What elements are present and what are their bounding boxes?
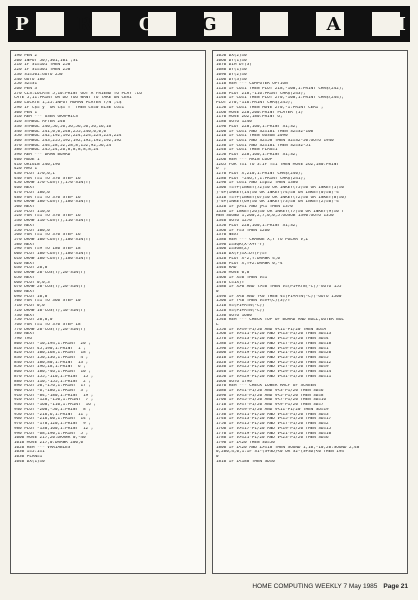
banner-letter: O: [138, 13, 155, 35]
code-line: CATE 5,11:PRINT"OR DO YOU WANT TO TAKE ON CERI": [14, 96, 135, 101]
code-line: 570 DRAW 100*COS(T),100*SIN(T): [14, 238, 91, 243]
code-line: 850 PLOT 196,18,1:PRINT "6";: [14, 365, 86, 370]
code-line: 1710 IF V>=7*P1/20 AND V<9*P1/20 THEN SD=7: [216, 403, 324, 408]
code-line: 1450 MOVE 0,0: [216, 271, 250, 276]
code-line: 710 PLOT 0,0: [14, 304, 45, 309]
listing-column-left: [10, 50, 206, 574]
code-line: 210 IF S1=101 THEN 250: [14, 63, 71, 68]
code-line: 1030 PLAN=1: [14, 455, 43, 460]
code-line: 1600 IF V>=19*P1/20 AND V<21*P1/20 THEN SD=20: [216, 351, 332, 356]
code-line: 950 PLOT -216,6,1:PRINT "11";: [14, 412, 89, 417]
code-line: 690 PLOT 10,0: [14, 294, 48, 299]
code-line: 730 NEXT: [14, 313, 35, 318]
code-line: 230 S1=501:GOTO 250: [14, 72, 63, 77]
code-line: 1200 IF CO=1 AND S2=101 THEN S2=S2-100: [216, 129, 314, 134]
code-line: 1270 PLOT X,210,1:PRINT CHR$(240);: [216, 171, 303, 176]
code-line: 1680 IF V>=1*P1/20 AND V<3*P1/20 THEN SD=6: [216, 389, 324, 394]
code-line: 1050 DX(2)=0: [216, 54, 247, 58]
code-line: 240 GOTO 180: [14, 77, 45, 82]
code-line: 780 NEXT: [14, 332, 35, 337]
code-line: 830 PLOT 150,136,1:PRINT "4";: [14, 356, 89, 360]
code-line: 1670 REM *** CHECK LOWER HALF OF SCREEN: [216, 384, 316, 389]
code-line: 330 SYMBOL 240,56,56,56,56,56,56,16,16: [14, 124, 112, 129]
code-line: 450 DRAW 170*COS(T),170*SIN(T): [14, 181, 91, 186]
code-line: PLOT 270,-116:PRINT CHR$(245);: [216, 101, 293, 106]
code-line: 1140 IF CO=1 THEN PLOT 270,-100,1:PRINT CHR$(244);: [216, 96, 344, 101]
code-line: 1230 IF CO=1 AND S2=101 THEN S2=S2-51: [216, 143, 311, 148]
code-line: 1770 IF V>=19*P1/20 AND V<21*P1/20 THEN SD=10: [216, 431, 332, 436]
code-line: 1010 MOVE 217,0:DRAWR 200,0: [14, 440, 84, 445]
listing-page: [10, 50, 408, 574]
code-line: 540 NEXT: [14, 223, 35, 228]
code-line: 1800 IF Z<20 AND Z>=10 THEN SOUND 1,10,-10,20:SOUND 2,40: [216, 445, 360, 450]
code-line: 1090 DY(2)=0: [216, 72, 247, 77]
listing-column-right: [212, 50, 408, 574]
code-line: 1020 REM *** VARIABLES: [14, 445, 71, 450]
code-line: 440 FOR T=1 TO 370 STEP 16: [14, 176, 81, 181]
banner-letter: P: [15, 13, 29, 35]
code-line: 810 PLOT 45,190,1:PRINT "1";: [14, 346, 86, 351]
code-line: 870 PLOT 155,-110,1:PRINT "15";: [14, 374, 94, 379]
code-line: 1130 PLOT 218,-116:PRINT CHR$(243);: [216, 91, 306, 96]
code-line: 1650 IF V>=29*P1/20 AND V<31*P1/20 THEN SD=11: [216, 374, 332, 379]
code-line: 1400 Z=SGN(Z): [216, 247, 250, 252]
code-line: 1300 Y=Y+(INKEY(72)=0 OR INKEY(75)=0 OR INKEY(1)=0: [216, 186, 344, 191]
code-line: 480 FOR T=1 TO 370 STEP 16: [14, 195, 81, 200]
code-line: 1500 IF Y<0 THEN V=V+(C)(3)/Y: [216, 299, 291, 304]
code-line: 1720 IF V>=9*P1/20 AND V<11*P1/20 THEN SD=19: [216, 407, 329, 412]
code-line: 320 SYMBOL AFTER 240: [14, 120, 66, 125]
code-line: 1530 GOTO 1680: [216, 313, 252, 318]
code-line: 610 DRAW 180*COS(T),180*SIN(T): [14, 256, 91, 261]
code-line: 500 NEXT: [14, 205, 35, 209]
code-line: O ";: [216, 167, 227, 172]
code-line: 380 SYMBOL 245,24,26,8,8,8,8,8,24: [14, 148, 99, 153]
banner-letter: M: [386, 13, 406, 35]
code-line: 1740 IF V>=13*P1/20 AND V<15*P1/20 THEN SD=17: [216, 417, 332, 422]
code-line: 1030 I=5:I=1: [14, 450, 45, 455]
code-line: 910 PLOT -84,-180,1:PRINT "19";: [14, 393, 94, 398]
banner-letter: A: [326, 13, 341, 35]
code-line: 490 DRAW 180*COS(T),180*SIN(T): [14, 200, 91, 205]
code-line: 930 PLOT -160,-110,1:PRINT "16";: [14, 403, 96, 408]
code-line: 1690 IF V>=3*P1/20 AND V<5*P1/20 THEN SD=8: [216, 393, 324, 398]
code-line: 720 DRAW 10*COS(T),10*SIN(T): [14, 308, 86, 313]
code-line: 1390 Z=SQR(X*X+Y*Y): [216, 242, 265, 247]
program-banner: [8, 6, 410, 42]
code-line: 590 FOR T=9 TO 180 STEP 18: [14, 247, 81, 252]
code-line: 280 LOCATE 1,25:INPUT"HUMAN PLAYER Y/N";c$: [14, 101, 122, 106]
code-line: 1260 REM *** MAIN LOOP: [216, 157, 273, 162]
code-line: 900 PLOT -6,-186,1:PRINT "3";: [14, 389, 89, 394]
code-line: 310 REM *** USER GRAPHICS: [14, 115, 78, 120]
code-line: 1290 IF co=1 AND I=p=2 THEN 1380: [216, 181, 298, 186]
code-line: 1550 IF V>=9*P1/20 AND V<11*P1/20 THEN SD=A: [216, 327, 327, 332]
code-line: 340 SYMBOL 241,0,0,240,255,240,0,0,0: [14, 129, 107, 134]
code-line: 1560 IF V>=11*P1/20 AND V<13*P1/20 THEN SD=13: [216, 332, 332, 337]
code-line: 550 PLOT 100,0: [14, 228, 50, 233]
code-line: 1580 IF V>=15*P1/20 AND V<17*P1/20 THEN SD=18: [216, 341, 332, 346]
code-line: 940 PLOT -200,-50,1:PRINT "8";: [14, 407, 91, 412]
code-line: 1520 V=(P1+ATN(-C)): [216, 308, 265, 313]
magazine-title: HOME COMPUTING WEEKLY 7 May 1985: [252, 582, 378, 590]
banner-letter: G: [201, 13, 217, 35]
code-line: 1220 IF CO=1 AND S2=50 THEN S2=S2-50:GOTO 1940: [216, 138, 334, 143]
code-line: 1590 IF V>=17*P1/20 AND V<19*P1/20 THEN SD=1: [216, 346, 329, 351]
code-line: 890 PLOT 50,-176,1:PRINT "17";: [14, 384, 91, 389]
banner-letter: R: [263, 13, 279, 35]
code-line: 1610 IF V>=21*P1/20 AND V<23*P1/20 THEN SD=5: [216, 356, 329, 360]
code-line: 1320 IF y>=1 AND y<1 THEN 1370: [216, 205, 293, 209]
code-line: 220 IF S1=301 THEN 250: [14, 68, 71, 73]
code-line: 820 PLOT 100,168,1:PRINT "18";: [14, 351, 91, 356]
code-line: 1700 IF V>=5*P1/20 AND V<7*P1/20 THEN SD=16: [216, 398, 327, 403]
code-line: 510 PLOT 110,0: [14, 209, 50, 214]
code-line: 970 PLOT -170,120,1:PRINT "9";: [14, 422, 91, 427]
code-line: 1370 NEXT: [216, 233, 240, 238]
code-line: 200 INPUT"50),301,101";S1: [14, 58, 78, 63]
code-line: 410 ORIGIN 240,196: [14, 162, 61, 167]
code-line: 1210 IF CO=1 THEN GOSUB 2090: [216, 134, 288, 139]
code-line: 630 PLOT 20,0: [14, 266, 48, 271]
code-line: 1440 RAD: [216, 266, 237, 271]
code-line: 770 DRAW 20*COS(T),20*SIN(T): [14, 327, 86, 332]
code-line: 650 NEXT: [14, 275, 35, 280]
code-line: 1480 IF X>0 AND Y>=0 THEN V=(P1+ATN(-C))*GOTO 155: [216, 285, 342, 290]
page-number: Page 21: [383, 582, 408, 590]
code-line: 700 FOR T=1 TO 360 STEP 10: [14, 299, 81, 304]
code-line: 1170 MOVE 262,180:PRINT O;: [216, 115, 283, 120]
code-line: 1265 FOR T=1 TO 3:IF T=1 THEN MOVE 262,180:PRINT": [216, 162, 342, 167]
code-line: 1630 IF V>=25*P1/20 AND V<27*P1/20 THEN SD=9: [216, 365, 329, 370]
code-line: 1340 GOTO 1270: [216, 219, 252, 224]
code-line: 1100 DY(3)=0: [216, 77, 247, 82]
code-line: 1780 IF V>=21*P1/20 AND V<23*P1/20 THEN SD=6: [216, 436, 329, 441]
code-line: 1360 IF F=3 THEN 1260: [216, 228, 270, 233]
code-line: 0: [216, 289, 219, 294]
code-line: 670 DRAW 20*COS(T),20*SIN(T): [14, 285, 86, 290]
code-line: )*4+(INKEY(14)=0 OR INKEY(74)=0 OR INKEY(0)=0)*4: [216, 190, 339, 195]
code-line: 260 PEN 3: [14, 87, 38, 92]
code-line: 1490 IF X<0 AND Y<0 THEN V=(P1+ATN(-C))*GOTO 1500: [216, 294, 342, 299]
code-line: 1760 IF V>=17*P1/20 AND V<19*P1/20 THEN SD=15: [216, 426, 332, 431]
code-line: 790 TAG: [14, 337, 32, 342]
code-line: 760 FOR T=1 TO 370 STEP 18: [14, 322, 81, 327]
code-line: 520 FOR T=1 TO 370 STEP 16: [14, 214, 81, 219]
code-line: 1280 PLOT -246,Y,1:PRINT CHR$(241);: [216, 176, 306, 181]
code-line: 920 PLOT -128,-150,1:PRINT "7";: [14, 398, 94, 403]
code-line: 250 S2=S1: [14, 82, 38, 87]
code-line: 990 PLOT -68,190,1:PRINT "5";: [14, 431, 89, 436]
code-line: 1240 IF CO=1 THEN FLAG=1: [216, 148, 278, 153]
code-line: 800 PLOT -10,194,1:PRINT "20";: [14, 341, 91, 346]
code-line: 1410 DX(F)=X:DY(F)=Y: [216, 252, 268, 257]
code-line: 1640 IF V>=27*P1/20 AND V<29*P1/20 THEN SD=14: [216, 370, 332, 375]
code-line: L: [216, 322, 219, 327]
code-line: 360 SYMBOL 243,255,192,192,192,192,192,192: [14, 138, 122, 143]
code-line: 1070 DIM DY(3): [216, 63, 252, 68]
code-line: 1620 IF V>=23*P1/20 AND V<25*P1/20 THEN SD=12: [216, 360, 332, 365]
code-line: 300 PEN 1: [14, 110, 38, 115]
code-line: 350 SYMBOL 242,192,192,224,224,224,224,224: [14, 134, 122, 139]
code-line: 0,200,4,0,1:IF S1-(S+SD)<0 OR S2-(S+SD)<0 THEN 194: [216, 450, 344, 455]
code-line: 1180 GOTO 1240: [216, 120, 252, 125]
code-line: 600 PLOT 180*COS(T),180*SIN(T): [14, 252, 91, 257]
page-footer: [10, 580, 408, 592]
code-line: 750 PLOT 20,0,0: [14, 318, 53, 323]
code-line: 1660 GOTO 1790: [216, 379, 252, 384]
code-line: 660 PLOT 0,0,3: [14, 280, 50, 285]
code-line: 840 PLOT 180,80,1:PRINT "13";: [14, 360, 89, 365]
code-line: 1040 DX(1)=0: [14, 459, 45, 464]
code-line: 470 PLOT 180,0: [14, 190, 50, 195]
code-line: 1810 IF Z<180 THEN SD=0: [216, 459, 275, 464]
code-line: 190 PEN 2: [14, 54, 38, 58]
code-line: 1350 PLOT 220,160,1:PRINT S1;S2;: [216, 223, 298, 228]
code-line: 1380 REM *** CHANGE X,Y TO POLAR V,Z: [216, 238, 309, 243]
code-line: 1080 DY(1)=0: [216, 68, 247, 73]
code-line: 1000 MOVE 217,20:DRAWR 0,-40: [14, 436, 86, 441]
code-line: 1120 IF CO=1 THEN PLOT 218,-100,1:PRINT CHR$(242);: [216, 87, 344, 92]
code-line: 1190 PLOT 220,160,1:PRINT S1;S2;: [216, 124, 298, 129]
code-line: 1110 REM *** COMPUTER OPTION: [216, 82, 288, 87]
code-line: 1750 IF V>=15*P1/20 AND V<17*P1/20 THEN SD=2: [216, 422, 329, 427]
code-line: 960 PLOT -216,60,1:PRINT "14";: [14, 417, 91, 422]
code-line: 1420 PLOT X-2,Y:DRAWR 4,0: [216, 256, 280, 261]
code-line: 1330 IF INKEY(26)=0 OR INKEY(77)=0 OR INKEY(9)=0 T: [216, 209, 344, 214]
code-line: 1160 MOVE 220,200:PRINT"PLAYER"(1): [216, 110, 303, 115]
code-line: 620 NEXT: [14, 261, 35, 266]
code-line: 270 CLS:LOCATE 5,10:PRINT"GOT A FRIEND TO PLAY":LO: [14, 91, 142, 96]
code-line: )*4+(INKEY(69)=0 OR INKEY(73)=0 OR INKEY(2)=0)*4: [216, 200, 339, 205]
code-line: 1570 IF V>=13*P1/20 AND V<15*P1/20 THEN SD=4: [216, 337, 329, 342]
code-line: 860 PLOT 180,-46,1:PRINT "10";: [14, 370, 91, 375]
code-line: 290 IF c$="y" OR c$="Y" THEN co=0 ELSE co=1: [14, 105, 125, 110]
code-line: 1060 DY(1)=0: [216, 58, 247, 63]
code-line: 1470 C=1X)Y: [216, 280, 245, 285]
code-line: 1730 IF V>=11*P1/20 AND V<13*P1/20 THEN SD=3: [216, 412, 329, 417]
code-line: 880 PLOT 110,-155,1:PRINT "2";: [14, 379, 91, 384]
code-line: 460 NEXT: [14, 186, 35, 191]
code-line: 1310 Y=Y+(INKEY(67)=0 OR INKEY(72)=0 OR INKEY(0)=0): [216, 195, 347, 200]
code-line: 530 DRAW 110*COS(T),110*SIN(T): [14, 219, 91, 224]
code-line: 560 FOR T=1 TO 370 STEP 16: [14, 233, 81, 238]
code-line: 1250 PLOT 220,160,1:PRINT S1;S2;: [216, 153, 298, 158]
code-line: 420 MAG 1: [14, 167, 38, 172]
code-line: 1540 REM *** CHECK TOP OF BOARD AND BULL,OUTER BUL: [216, 318, 344, 323]
code-line: 1790 IF Z<20 THEN SD=50: [216, 440, 275, 445]
code-line: 640 DRAW 20*COS(T),20*SIN(T): [14, 271, 86, 276]
code-line: 390 REM *** DRAW BOARD: [14, 153, 71, 158]
code-line: 430 PLOT 170,0,1: [14, 171, 55, 176]
code-line: HEN SOUND 1,200,2,7,0,0,5:GOSUB 1390:GOTO 1350: [216, 214, 334, 219]
banner-letter: R: [76, 13, 92, 35]
code-line: 1430 PLOT X,Y+2:DRAWR 0,-4: [216, 261, 283, 266]
code-line: 400 MODE 1: [14, 157, 40, 162]
code-line: 580 NEXT: [14, 242, 35, 247]
code-line: 980 PLOT -130,160,1:PRINT "12";: [14, 426, 94, 431]
code-line: 1150 IF CO=1 THEN MOVE 270,-1:PRINT"CERI";: [216, 105, 324, 110]
code-line: 370 SYMBOL 244,28,52,28,8,152,92,56,24: [14, 143, 112, 148]
code-line: 680 NEXT: [14, 289, 35, 294]
code-line: 1460 IF X=0 THEN V=1: [216, 275, 268, 280]
code-line: 0: [216, 455, 219, 460]
code-line: 1510 V=(P1+ATN(-C)): [216, 304, 265, 309]
